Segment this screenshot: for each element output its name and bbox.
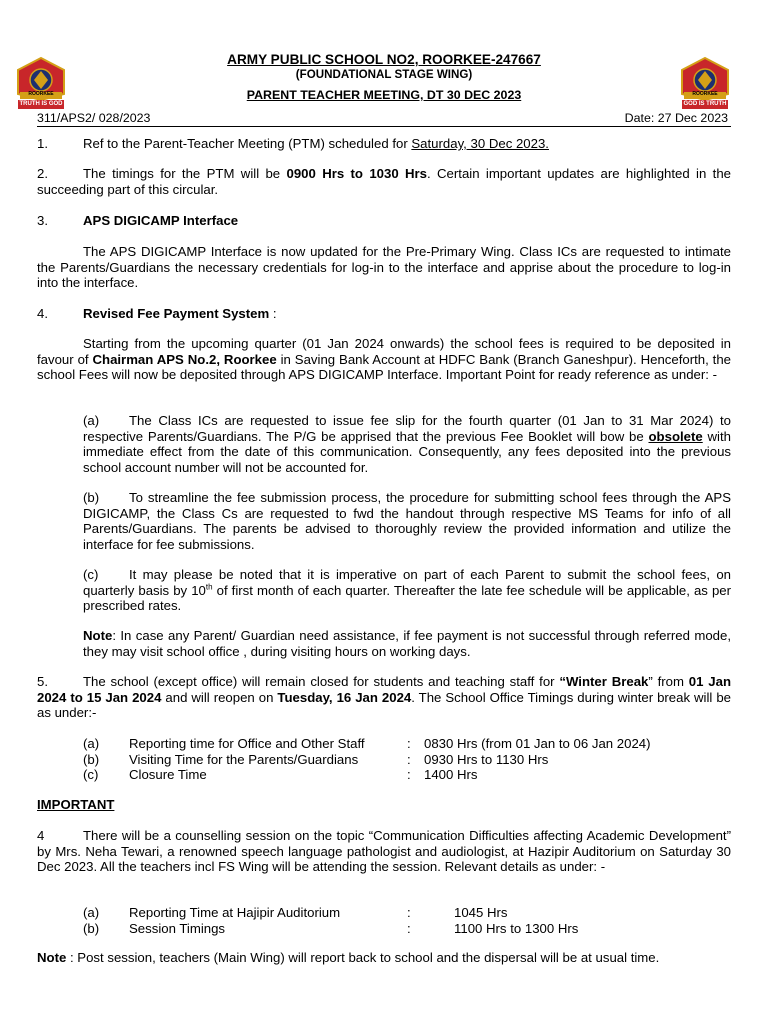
para-4-c — [83, 567, 731, 614]
para-4-a-obsolete: obsolete — [648, 428, 703, 444]
para-4-a — [83, 413, 731, 475]
row-value: 0930 Hrs to 1130 Hrs — [424, 751, 549, 767]
reference-number: 311/APS2/ 028/2023 — [37, 111, 151, 125]
para-4-a-tag: (a) — [83, 413, 100, 428]
para-5-text-2: ” from — [648, 674, 689, 689]
para-1-number: 1. — [37, 136, 48, 151]
para-5-reopen-date: Tuesday, 16 Jan 2024 — [277, 689, 412, 705]
para-3-heading — [37, 213, 731, 229]
row-label: Reporting time for Office and Other Staff — [129, 736, 365, 751]
para-4-title-suffix: : — [269, 306, 277, 321]
important-number: 4 — [37, 828, 45, 843]
para-4-body-post: in Saving Bank Account at HDFC Bank (Branch Ganeshpur). Henceforth, the school Fees will now be deposited through APS DIGICAMP Interface. Important Point for ready reference as under: - — [37, 351, 731, 382]
important-label: IMPORTANT — [37, 797, 115, 812]
para-1 — [37, 136, 731, 152]
crest-right-top-text: ROORKEE — [692, 91, 718, 97]
para-3-body — [37, 244, 731, 291]
row-separator: : — [407, 767, 411, 782]
row-tag: (c) — [83, 767, 99, 782]
row-value: 0830 Hrs (from 01 Jan to 06 Jan 2024) — [424, 736, 651, 751]
para-4-note — [83, 628, 731, 659]
para-1-text: Ref to the Parent-Teacher Meeting (PTM) scheduled for — [83, 136, 412, 151]
crest-left-motto: TRUTH IS GOD — [19, 101, 63, 107]
para-5-text-3: and will reopen on — [161, 689, 278, 705]
para-4-b-tag: (b) — [83, 490, 100, 505]
row-value: 1100 Hrs to 1300 Hrs — [454, 920, 579, 936]
final-note — [37, 950, 731, 966]
crest-right-motto: GOD IS TRUTH — [683, 101, 727, 107]
para-4-a-pre: The Class ICs are requested to issue fee slip for the fourth quarter (01 Jan to 31 Mar 2024) to respective Parents/Guardians. The P/G be apprised that the previous Fee Booklet will bow be — [83, 413, 731, 444]
letter-date: Date: 27 Dec 2023 — [624, 111, 728, 125]
para-3-title: APS DIGICAMP Interface — [83, 213, 239, 228]
para-4-body-pre: Starting from the upcoming quarter (01 Jan 2024 onwards) the school fees is required to be deposited in favour of — [37, 336, 731, 367]
crest-left-top-text: ROORKEE — [28, 91, 54, 97]
row-label: Closure Time — [129, 767, 207, 782]
para-2-pre: The timings for the PTM will be — [83, 166, 287, 181]
important-text: There will be a counselling session on the topic “Communication Difficulties affecting Academic Development” by Mrs. Neha Tewari, a renowned speech language pathologist and audiologist, at Hazipir Auditorium on Saturday 30 Dec 2023. All the teachers incl FS Wing will be attending the session. Relevant details as under: - — [37, 828, 731, 874]
important-para — [37, 828, 731, 875]
para-4-c-post: of first month of each quarter. Thereafter the late fee schedule will be applicable, as per prescribed rates. — [83, 582, 732, 613]
final-note-text: : Post session, teachers (Main Wing) will report back to school and the dispersal will be at usual time. — [66, 950, 660, 965]
wing-name: (FOUNDATIONAL STAGE WING) — [295, 68, 473, 81]
para-5-text-1: The school (except office) will remain closed for students and teaching staff for — [83, 674, 560, 689]
para-4-note-label: Note — [83, 628, 113, 643]
para-2-post: . Certain important updates are highlighted in the succeeding part of this circular. — [37, 166, 731, 197]
para-4-heading — [37, 306, 731, 322]
school-name: ARMY PUBLIC SCHOOL NO2, ROORKEE-247667 — [227, 52, 541, 67]
para-4-b-text: To streamline the fee submission process, the procedure for submitting school fees through the APS DIGICAMP, the Class Cs are requested to fwd the handout through respective MS Teams for info of all Parents/Guardians. The parents be advised to thoroughly review the provided information and utilize the interface for fee submissions. — [83, 490, 731, 552]
para-2-number: 2. — [37, 166, 48, 181]
para-2 — [37, 166, 731, 197]
row-separator: : — [407, 736, 411, 751]
para-2-timing: 0900 Hrs to 1030 Hrs — [286, 166, 428, 181]
para-5 — [37, 674, 731, 721]
para-5-closure-dates: 01 Jan 2024 to 15 Jan 2024 — [37, 674, 731, 705]
row-tag: (b) — [83, 920, 100, 936]
para-4-number: 4. — [37, 306, 48, 321]
header-rule — [37, 126, 731, 127]
final-note-label: Note — [37, 950, 67, 965]
para-4-c-pre: It may please be noted that it is imperative on part of each Parent to submit the school fees, on quarterly basis by 10 — [83, 567, 731, 598]
row-label: Visiting Time for the Parents/Guardians — [129, 751, 359, 767]
para-4-c-sup: th — [205, 582, 213, 592]
row-separator: : — [407, 920, 411, 936]
meeting-title: PARENT TEACHER MEETING, DT 30 DEC 2023 — [246, 88, 522, 102]
row-label: Session Timings — [129, 920, 226, 936]
para-4-note-text: : In case any Parent/ Guardian need assistance, if fee payment is not successful through referred mode, they may visit school office , during visiting hours on working days. — [83, 628, 731, 659]
row-tag: (a) — [83, 905, 100, 920]
para-3-number: 3. — [37, 213, 48, 228]
important-heading — [37, 797, 731, 813]
para-3-text: The APS DIGICAMP Interface is now updated for the Pre-Primary Wing. Class ICs are requested to intimate the Parents/Guardians the necessary credentials for log-in to the interface and apprise about the procedure to log-in into the interface. — [37, 244, 731, 290]
row-separator: : — [407, 751, 411, 767]
para-4-c-tag: (c) — [83, 567, 99, 582]
row-value: 1400 Hrs — [424, 767, 478, 782]
row-label: Reporting Time at Hajipir Auditorium — [129, 905, 341, 920]
para-1-date: Saturday, 30 Dec 2023. — [411, 136, 549, 151]
para-5-number: 5. — [37, 674, 48, 689]
para-4-title: Revised Fee Payment System — [83, 306, 270, 321]
para-5-text-4: . The School Office Timings during winter break will be as under:- — [37, 689, 731, 720]
para-5-winter-break: “Winter Break — [559, 674, 649, 689]
para-4-b — [83, 490, 731, 552]
row-tag: (b) — [83, 751, 100, 767]
para-4-body — [37, 336, 731, 383]
para-4-a-post: with immediate effect from the date of this communication. Consequently, any fees deposited into the previous school account number will not be accounted for. — [83, 428, 731, 475]
row-separator: : — [407, 905, 411, 920]
para-4-body-bold: Chairman APS No.2, Roorkee — [92, 351, 277, 367]
row-value: 1045 Hrs — [454, 905, 508, 920]
row-tag: (a) — [83, 736, 100, 751]
